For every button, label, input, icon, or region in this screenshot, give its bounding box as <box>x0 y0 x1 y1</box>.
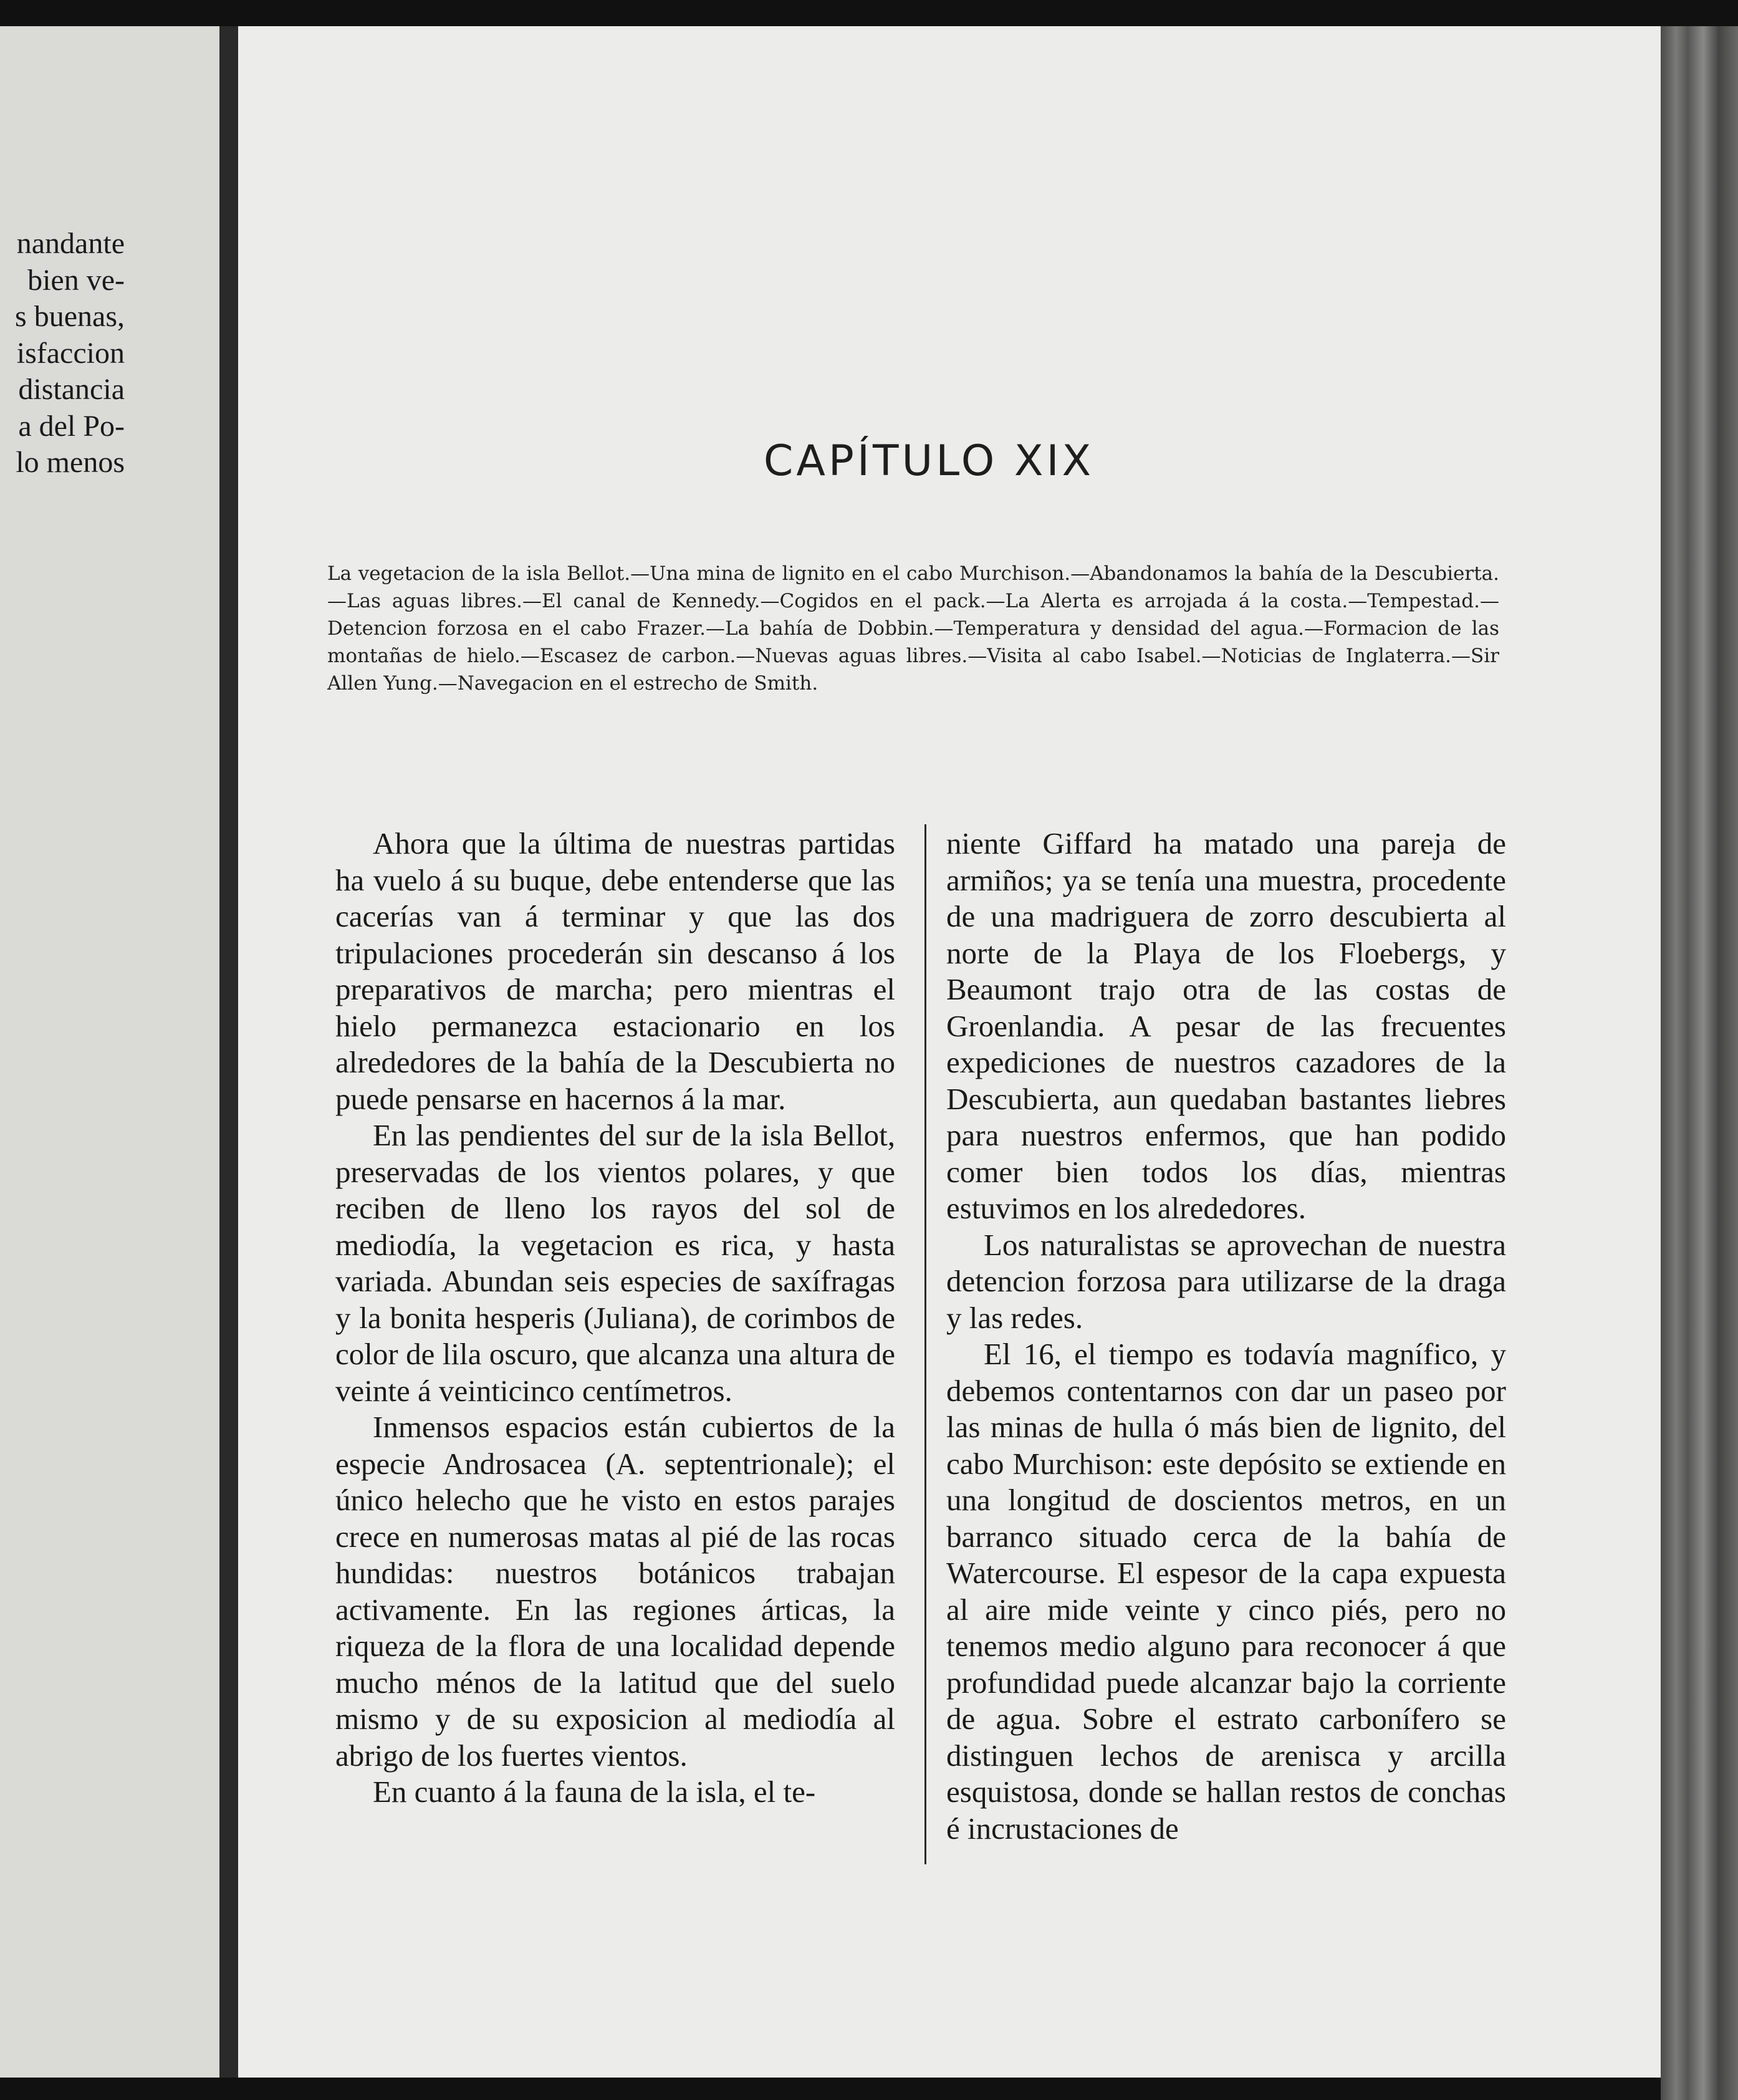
paragraph: Inmensos espacios están cubiertos de la especie Androsacea (A. septentrionale); el único helecho que he visto en estos parajes crece en numerosas matas al pié de las rocas hundidas: nuestros botánicos trabajan activamente. En las regiones árticas, la riqueza de la flora de una localidad depende mucho ménos de la latitud que del suelo mismo y de su exposicion al mediodía al abrigo de los fuertes vientos. <box>335 1410 895 1773</box>
left-page-line: bien ve- <box>27 263 125 297</box>
paragraph: Los naturalistas se aprovechan de nuestra detencion forzosa para utilizarse de la draga y las redes. <box>946 1227 1506 1335</box>
paragraph: En cuanto á la fauna de la isla, el te- <box>373 1775 816 1809</box>
left-page-line: distancia <box>18 373 125 406</box>
book-gutter <box>219 26 238 2078</box>
left-page-line: nandante <box>16 227 125 260</box>
text-column-right <box>946 826 1506 1847</box>
scan-top-border <box>0 0 1738 26</box>
paragraph: En las pendientes del sur de la isla Bellot, preservadas de los vientos polares, y que reciben de lleno los rayos del sol de mediodía, la vegetacion es rica, y hasta variada. Abundan seis especies de saxífragas y la bonita hesperis (Juliana), de corimbos de color de lila oscuro, que alcanza una altura de veinte á veinticinco centímetros. <box>335 1118 895 1408</box>
scan-bottom-border <box>0 2078 1661 2100</box>
left-page-line: lo menos <box>16 446 125 479</box>
chapter-title: CAPÍTULO XIX <box>763 436 1095 486</box>
paragraph: Ahora que la última de nuestras partidas ha vuelo á su buque, debe entenderse que las cacerías van á terminar y que las dos tripulaciones procederán sin descanso á los preparativos de marcha; pero mientras el hielo permanezca estacionario en los alrededores de la bahía de la Descubierta no puede pensarse en hacernos á la mar. <box>335 826 895 1116</box>
left-page-text-fragment <box>0 226 125 481</box>
left-page-line: s buenas, <box>15 300 125 333</box>
text-column-left <box>335 826 895 1811</box>
page-edge-stack <box>1661 26 1738 2100</box>
left-page <box>0 26 219 2078</box>
chapter-summary: La vegetacion de la isla Bellot.—Una mina de lignito en el cabo Murchison.—Abandonamos la bahía de la Descubierta.—Las aguas libres.—El canal de Kennedy.—Cogidos en el pack.—La Alerta es arrojada á la costa.—Tempestad.—Detencion forzosa en el cabo Frazer.—La bahía de Dobbin.—Temperatura y densidad del agua.—Formacion de las montañas de hielo.—Escasez de carbon.—Nuevas aguas libres.—Visita al cabo Isabel.—Noticias de Inglaterra.—Sir Allen Yung.—Navegacion en el estrecho de Smith. <box>327 562 1499 695</box>
paragraph: niente Giffard ha matado una pareja de armiños; ya se tenía una muestra, procedente de una madriguera de zorro descubierta al norte de la Playa de los Floebergs, y Beaumont trajo otra de las costas de Groenlandia. A pesar de las frecuentes expediciones de nuestros cazadores de la Descubierta, aun quedaban bastantes liebres para nuestros enfermos, que han podido comer bien todos los días, mientras estuvimos en los alrededores. <box>946 826 1506 1225</box>
paragraph: El 16, el tiempo es todavía magnífico, y debemos contentarnos con dar un paseo por las minas de hulla ó más bien de lignito, del cabo Murchison: este depósito se extiende en una longitud de doscientos metros, en un barranco situado cerca de la bahía de Watercourse. El espesor de la capa expuesta al aire mide veinte y cinco piés, pero no tenemos medio alguno para reconocer á que profundidad puede alcanzar bajo la corriente de agua. Sobre el estrato carbonífero se distinguen lechos de arenisca y arcilla esquistosa, donde se hallan restos de conchas é incrustaciones de <box>946 1337 1506 1846</box>
left-page-line: a del Po- <box>18 409 125 443</box>
left-page-line: isfaccion <box>16 336 125 370</box>
column-divider <box>924 824 926 1864</box>
